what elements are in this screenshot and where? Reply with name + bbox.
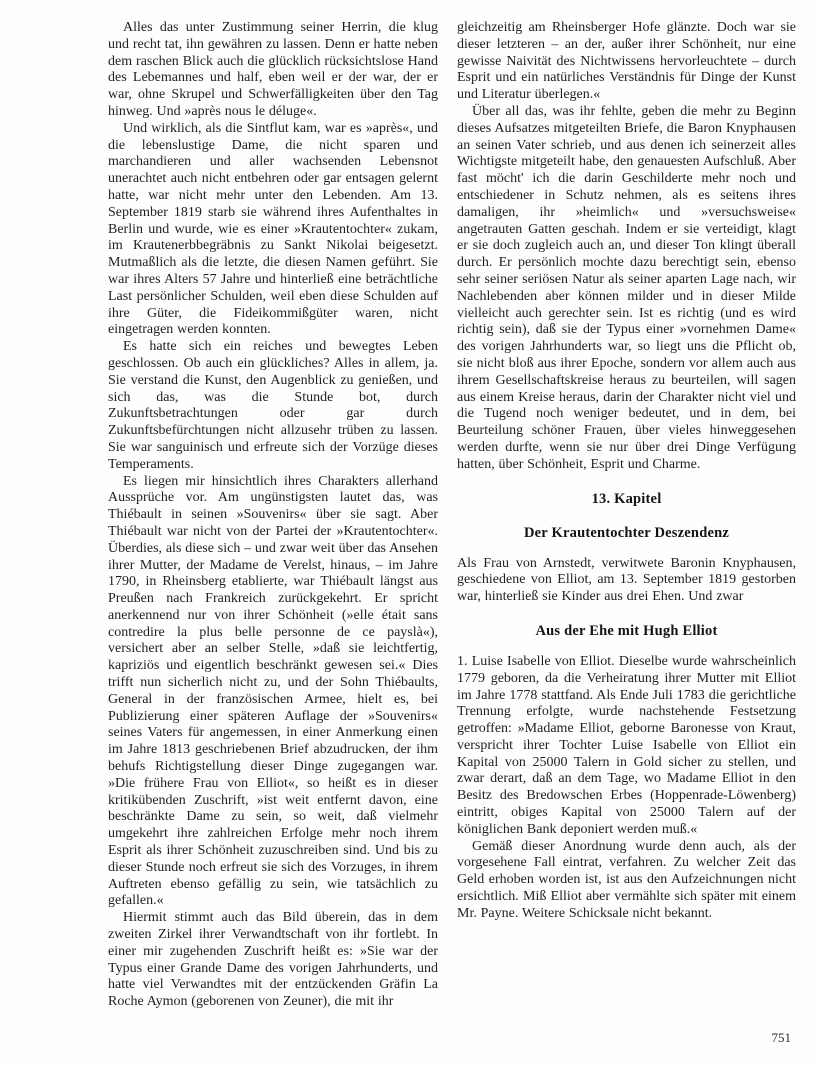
- paragraph: Es liegen mir hinsichtlich ihres Charakters allerhand Aussprüche vor. Am ungünstigsten lautet das, was Thiébault in seinen »Souvenirs« über sie sagt. Aber Thiébault war nicht von der Partei der »Krautentochter«. Überdies, als diese sich – und zwar weit über das Ansehen ihrer Mutter, der Madame de Verelst, hinaus, – im Jahre 1790, in Rheinsberg etablierte, war Thiébault längst aus Preußen nach Frankreich zurückgekehrt. Er spricht anerkennend nur von ihrer Schönheit (»elle était sans contredire la plus belle personne de ce payslà«), versichert aber an selber Stelle, »daß sie leichtfertig, kapriziös und eigentlich beschränkt gewesen sei.« Dies trifft nun sicherlich nicht zu, und der Sohn Thiébaults, General in der französischen Armee, hielt es, bei Publizierung einer späteren Auflage der »Souvenirs« seines Vaters für angemessen, in einer Anmerkung einen im Jahre 1813 geschriebenen Brief abzudrucken, der ihm behufs Richtigstellung dieser Dinge zugegangen war. »Die frühere Frau von Elliot«, so heißt es in dieser kritikübenden Zuschrift, »ist weit entfernt davon, eine beschränkte Dame zu sein, so weit, daß vielmehr umgekehrt ihre zahlreichen Erfolge mehr noch ihrem Esprit als ihrer Schönheit zuzuschreiben sind. Und bis zu dieser Stunde noch erfreut sie sich des Vorzuges, in ihrem Auftreten ebenso gefällig zu sein, wie tatsächlich zu gefallen.«: [108, 473, 438, 909]
- paragraph: 1. Luise Isabelle von Elliot. Dieselbe wurde wahrscheinlich 1779 geboren, da die Verheiratung ihrer Mutter mit Elliot im Jahre 1778 stattfand. Als Ende Juli 1783 die gerichtliche Trennung erfolgte, wurde nachstehende Festsetzung getroffen: »Madame Elliot, geborne Baronesse von Kraut, verspricht ihrer Tochter Luise Isabelle von Elliot ein Kapital von 25000 Talern in Gold sicher zu stellen, und zwar derart, daß an dem Tage, wo Madame Elliot in den Besitz des Bredowschen Erbes (Hoppenrade-Löwenberg) eintritt, obiges Kapital von 25000 Talern auf der königlichen Bank deponiert werden muß.«: [457, 653, 796, 837]
- right-column: [457, 20, 796, 1011]
- paragraph: Und wirklich, als die Sintflut kam, war es »après«, und die lebenslustige Dame, die nicht sparen und marchandieren und aller wachsenden Lebensnot unerachtet auch nicht entbehren oder gar entsagen gelernt hatte, war nicht mehr unter den Lebenden. Am 13. September 1819 starb sie während ihres Aufenthaltes in Berlin und wurde, wie es einer »Krautentochter« zukam, im Krautenerbbegräbnis zu Sankt Nikolai beigesetzt. Mutmaßlich als die letzte, die diesen Namen geführt. Sie war ihres Alters 57 Jahre und hinterließ eine beträchtliche Last persönlicher Schulden, weil eben diese Schulden auf ihre Güter, die Fideikommißgüter waren, nicht eingetragen werden konnten.: [108, 120, 438, 338]
- paragraph: Alles das unter Zustimmung seiner Herrin, die klug und recht tat, ihn gewähren zu lassen. Denn er hatte neben dem raschen Blick auch die glücklich rücksichtslose Hand des Lebemannes und half, eben weil er der war, der er war, ohne Skrupel und Schwerfälligkeiten über den Tag hinweg. Und »après nous le déluge«.: [108, 20, 438, 119]
- paragraph: Es hatte sich ein reiches und bewegtes Leben geschlossen. Ob auch ein glückliches? Alles in allem, ja. Sie verstand die Kunst, den Augenblick zu genießen, und sich das, was die Stunde bot, durch Zukunftsbetrachtungen oder gar durch Zukunftsbefürchtungen nicht allzusehr trüben zu lassen. Sie war sanguinisch und erfreute sich der Vorzüge dieses Temperaments.: [108, 339, 438, 472]
- section-heading: Aus der Ehe mit Hugh Elliot: [535, 622, 718, 639]
- page-number: 751: [771, 1030, 791, 1045]
- chapter-title: Der Krautentochter Deszendenz: [524, 524, 729, 541]
- chapter-heading: 13. Kapitel: [591, 490, 662, 507]
- paragraph: Gemäß dieser Anordnung wurde denn auch, als der vorgesehene Fall eintrat, verfahren. Zu welcher Zeit das Geld erhoben worden ist, ist aus den Aufzeichnungen nicht ersichtlich. Miß Elliot aber vermählte sich später mit einem Mr. Payne. Weitere Schicksale nicht bekannt.: [457, 838, 796, 921]
- paragraph-continued: gleichzeitig am Rheinsberger Hofe glänzte. Doch war sie dieser letzteren – an der, außer ihrer Schönheit, nur eine gewisse Naivität des Nichtwissens hervorleuchtete – durch Esprit und ein natürliches Verständnis für Dinge der Kunst und Literatur überlegen.«: [457, 20, 796, 103]
- left-column: [108, 20, 438, 1011]
- text-columns: [108, 20, 796, 1011]
- paragraph: Über all das, was ihr fehlte, geben die mehr zu Beginn dieses Aufsatzes mitgeteilten Briefe, die Baron Knyphausen an seinen Vater schrieb, und aus denen ich seinerzeit alles Wichtigste mitgeteilt habe, den genauesten Aufschluß. Aber fast möcht' ich die darin Geschilderte mehr noch und entschiedener in Schutz nehmen, als es seitens ihres damaligen, ihr »heimlich« und »versuchsweise« angetrauten Gatten geschah. Indem er sie verteidigt, klagt er sie doch zugleich auch an, und dieser Ton klingt überall durch. Er persönlich mochte dazu berechtigt sein, ebenso sehr seiner seriösen Natur als seiner aparten Lage nach, wir Nachlebenden aber können milder und in dieser Milde vielleicht auch gerechter sein. Ist es richtig (und es wird richtig sein), daß sie der Typus einer »vornehmen Dame« des vorigen Jahrhunderts war, so liegt uns die Pflicht ob, sie nicht bloß aus ihrer Epoche, sondern vor allem auch aus ihrem Gesellschaftskreise heraus zu beurteilen, will sagen aus einem Kreise heraus, darin der Charakter nicht viel und die Tugend noch weniger bedeutet, und in dem, bei Beurteilung schöner Frauen, über vieles hinweggesehen werden durfte, wenn sie nur über drei Dinge Verfügung hatten, über Schönheit, Esprit und Charme.: [457, 103, 796, 472]
- paragraph: Als Frau von Arnstedt, verwitwete Baronin Knyphausen, geschiedene von Elliot, am 13. September 1819 gestorben war, hinterließ sie Kinder aus drei Ehen. Und zwar: [457, 555, 796, 605]
- paragraph-continues-next-column: Hiermit stimmt auch das Bild überein, das in dem zweiten Zirkel ihrer Verwandtschaft von ihr fortlebt. In einer mir zugehenden Zuschrift heißt es: »Sie war der Typus einer Grande Dame des vorigen Jahrhunderts, und hatte viel Verwandtes mit der entzückenden Gräfin La Roche Aymon (geborenen von Zeuner), die mit ihr: [108, 910, 438, 1010]
